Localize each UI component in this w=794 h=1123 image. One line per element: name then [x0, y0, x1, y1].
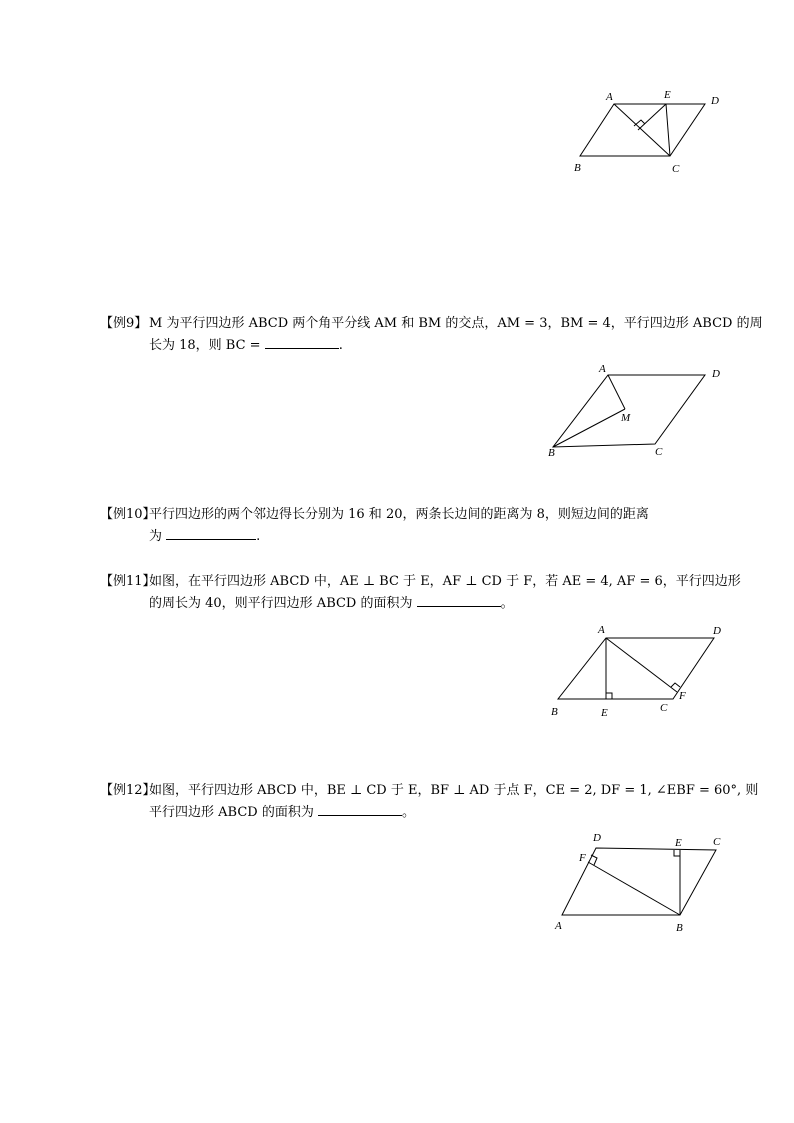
example-9-line-2-text: 长为 18，则 BC =	[149, 338, 261, 353]
label-b: B	[548, 447, 555, 459]
label-b: B	[676, 922, 683, 934]
label-f: F	[679, 690, 686, 702]
label-d: D	[593, 832, 601, 844]
right-angle-mark-e	[606, 693, 612, 699]
example-9-line-2	[149, 334, 740, 356]
example-12-tag: 【例12】	[100, 783, 156, 798]
example-11	[100, 571, 740, 614]
segment-perpendicular	[638, 104, 666, 130]
example-9-line-1: M 为平行四边形 ABCD 两个角平分线 AM 和 BM 的交点，AM = 3，BM = 4，平行四边形 ABCD 的周	[149, 316, 763, 331]
label-a: A	[606, 91, 613, 103]
label-m: M	[621, 412, 631, 424]
figure-example-9	[545, 362, 730, 462]
example-10-line-1: 平行四边形的两个邻边得长分别为 16 和 20，两条长边间的距离为 8，则短边间的距离	[149, 507, 649, 522]
answer-blank-10	[166, 525, 256, 540]
example-10-line-2-text: 为	[149, 529, 163, 544]
example-10-line-2	[149, 525, 740, 547]
label-b: B	[551, 706, 558, 718]
label-c: C	[672, 163, 680, 175]
example-12	[100, 780, 759, 823]
example-11-line-1: 如图，在平行四边形 ABCD 中，AE ⊥ BC 于 E，AF ⊥ CD 于 F，若 AE = 4, AF = 6，平行四边形	[149, 574, 741, 589]
figure-example-12-svg	[550, 830, 735, 935]
example-12-line-2-end: 。	[401, 805, 415, 820]
example-11-line-2-end: 。	[500, 596, 514, 611]
figure-top-parallelogram	[570, 88, 720, 180]
example-9	[100, 313, 763, 356]
example-12-line-1: 如图，平行四边形 ABCD 中，BE ⊥ CD 于 E，BF ⊥ AD 于点 F，CE = 2, DF = 1, ∠EBF = 60°, 则	[149, 783, 759, 798]
label-b: B	[574, 162, 581, 174]
figure-top-svg	[570, 88, 720, 180]
example-11-line-2-text: 的周长为 40，则平行四边形 ABCD 的面积为	[149, 596, 413, 611]
segment-bm	[553, 409, 625, 447]
example-12-line-2	[149, 801, 740, 823]
answer-blank-9	[265, 334, 339, 349]
label-c: C	[713, 836, 721, 848]
label-a: A	[599, 363, 606, 375]
figure-example-12	[550, 830, 735, 935]
figure-example-9-svg	[545, 362, 730, 462]
label-c: C	[655, 446, 663, 458]
example-9-tag: 【例9】	[100, 316, 148, 331]
example-11-tag: 【例11】	[100, 574, 156, 589]
segment-am	[608, 375, 625, 409]
example-12-line-2-text: 平行四边形 ABCD 的面积为	[149, 805, 314, 820]
parallelogram-abcd	[558, 638, 714, 699]
segment-bf	[588, 862, 680, 915]
example-9-line-2-end: .	[338, 338, 343, 353]
answer-blank-12	[318, 801, 402, 816]
label-f: F	[579, 852, 586, 864]
label-e: E	[675, 837, 682, 849]
label-c: C	[660, 702, 668, 714]
segment-af	[606, 638, 677, 692]
parallelogram-abcd	[553, 375, 705, 447]
example-10	[100, 504, 740, 547]
label-d: D	[713, 625, 721, 637]
example-10-tag: 【例10】	[100, 507, 156, 522]
example-11-line-2	[149, 592, 740, 614]
answer-blank-11	[417, 592, 501, 607]
right-angle-mark-f	[671, 683, 680, 687]
label-e: E	[664, 89, 671, 101]
label-a: A	[555, 920, 562, 932]
example-10-line-2-end: .	[256, 529, 261, 544]
label-d: D	[711, 95, 719, 107]
segment-ec	[666, 104, 670, 156]
right-angle-mark-e	[674, 850, 680, 856]
diagonal-ac	[614, 104, 670, 156]
label-a: A	[598, 624, 605, 636]
label-d: D	[712, 368, 720, 380]
figure-example-11	[548, 618, 733, 723]
label-e: E	[601, 707, 608, 719]
figure-example-11-svg	[548, 618, 733, 723]
